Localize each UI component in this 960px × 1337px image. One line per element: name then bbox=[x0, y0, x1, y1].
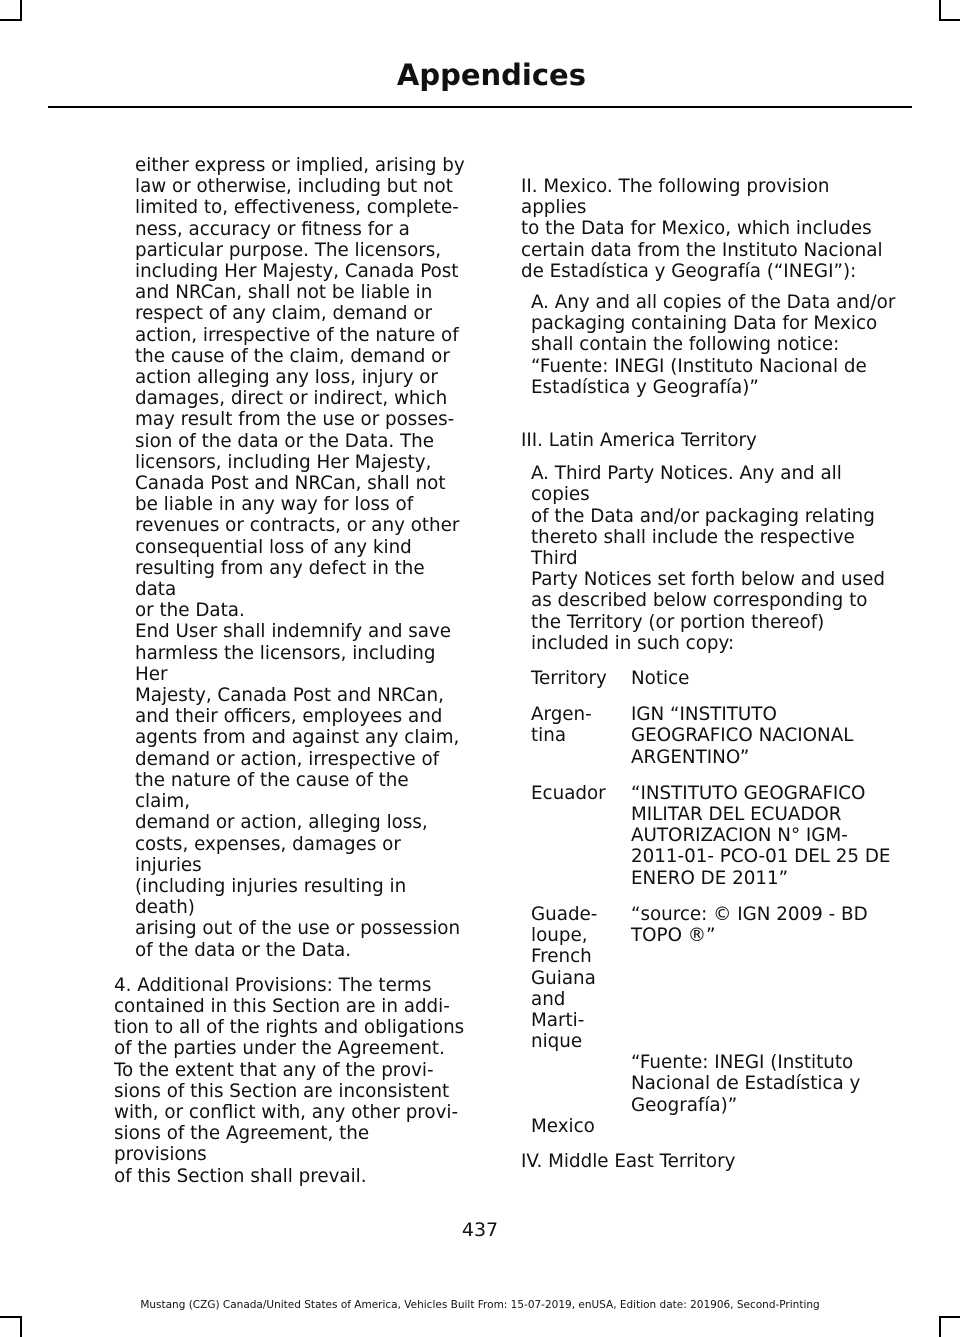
text-line: “source: © IGN 2009 - BD bbox=[631, 903, 868, 925]
text-line: of the data or the Data. bbox=[135, 939, 352, 961]
notice-header: Notice bbox=[631, 668, 690, 690]
text-line: tina bbox=[531, 725, 567, 747]
text-line: packaging containing Data for Mexico bbox=[531, 313, 878, 335]
text-line: may result from the use or posses- bbox=[135, 409, 455, 431]
territory-cell bbox=[531, 1116, 631, 1137]
text-line: A. Any and all copies of the Data and/or bbox=[531, 292, 896, 314]
text-line: ARGENTINO” bbox=[631, 746, 750, 768]
territory-notice-table bbox=[531, 668, 890, 1137]
text-line: respect of any claim, demand or bbox=[135, 303, 433, 325]
text-line: II. Mexico. The following provision applies bbox=[521, 176, 830, 219]
table-row bbox=[531, 704, 890, 783]
text-line: Argen- bbox=[531, 704, 592, 726]
text-line: TOPO ®” bbox=[631, 925, 716, 947]
disclaimer-paragraph bbox=[135, 155, 466, 961]
table-row bbox=[531, 904, 890, 1116]
text-line: Party Notices set forth below and used bbox=[531, 569, 885, 591]
text-line: including Her Majesty, Canada Post bbox=[135, 261, 459, 283]
notice-cell-empty bbox=[631, 1116, 890, 1137]
text-line: Canada Post and NRCan, shall not bbox=[135, 473, 446, 495]
text-line: of this Section shall prevail. bbox=[114, 1165, 367, 1187]
text-line: as described below corresponding to bbox=[531, 590, 868, 612]
text-line: and their officers, employees and bbox=[135, 706, 443, 728]
crop-mark-top-left-v bbox=[20, 0, 22, 20]
table-row bbox=[531, 1116, 890, 1137]
page-number: 437 bbox=[461, 1219, 499, 1241]
text-line: IGN “INSTITUTO bbox=[631, 704, 777, 726]
text-line: the cause of the claim, demand or bbox=[135, 345, 450, 367]
text-line: the Territory (or portion thereof) bbox=[531, 611, 825, 633]
header-divider bbox=[48, 106, 912, 108]
text-line: costs, expenses, damages or injuries bbox=[135, 833, 401, 876]
crop-mark-bottom-left-h bbox=[0, 1316, 22, 1318]
crop-mark-bottom-left-v bbox=[20, 1317, 22, 1337]
text-line: To the extent that any of the provi- bbox=[114, 1059, 434, 1081]
text-line: damages, direct or indirect, which bbox=[135, 388, 448, 410]
text-line: and bbox=[531, 988, 566, 1010]
territory-cell bbox=[531, 783, 631, 904]
right-column bbox=[521, 176, 899, 1172]
text-line: sions of the Agreement, the provisions bbox=[114, 1123, 370, 1166]
text-line: with, or conflict with, any other provi- bbox=[114, 1101, 459, 1123]
text-line: particular purpose. The licensors, bbox=[135, 239, 442, 261]
text-line: (including injuries resulting in death) bbox=[135, 875, 407, 919]
table-row bbox=[531, 783, 890, 904]
text-line: the nature of the cause of the claim, bbox=[135, 769, 409, 813]
text-line: demand or action, irrespective of bbox=[135, 748, 440, 770]
text-line: limited to, effectiveness, complete- bbox=[135, 197, 459, 219]
text-line: French bbox=[531, 946, 592, 968]
text-line: loupe, bbox=[531, 925, 588, 947]
latam-notice-paragraph bbox=[531, 463, 899, 654]
text-line: A. Third Party Notices. Any and all copies bbox=[531, 463, 842, 506]
text-line: GEOGRAFICO NACIONAL bbox=[631, 725, 854, 747]
text-line: 4. Additional Provisions: The terms bbox=[114, 974, 432, 996]
crop-mark-bottom-right-h bbox=[939, 1316, 960, 1318]
table-header-row bbox=[531, 668, 890, 704]
text-line: included in such copy: bbox=[531, 632, 735, 654]
text-line: consequential loss of any kind bbox=[135, 536, 412, 558]
text-line: “Fuente: INEGI (Instituto bbox=[631, 1052, 854, 1074]
text-line: and NRCan, shall not be liable in bbox=[135, 282, 433, 304]
page-title: Appendices bbox=[396, 58, 586, 92]
text-line: Estadística y Geografía)” bbox=[531, 376, 759, 398]
footer-text: Mustang (CZG) Canada/United States of America, Vehicles Built From: 15-07-2019, enUSA, Edition date: 201906, Second-Printing bbox=[140, 1299, 820, 1311]
territory-cell bbox=[531, 704, 631, 783]
territory-cell bbox=[531, 904, 631, 1116]
crop-mark-top-left-h bbox=[0, 19, 22, 21]
text-line: action alleging any loss, injury or bbox=[135, 367, 438, 389]
text-line: certain data from the Instituto Nacional bbox=[521, 239, 883, 261]
text-line: “INSTITUTO GEOGRAFICO bbox=[631, 782, 866, 804]
notice-lines bbox=[631, 1052, 890, 1116]
notice-cell bbox=[631, 783, 890, 904]
text-line: tion to all of the rights and obligations bbox=[114, 1017, 465, 1039]
text-line: shall contain the following notice: bbox=[531, 334, 840, 356]
text-line: licensors, including Her Majesty, bbox=[135, 451, 432, 473]
mexico-notice-paragraph bbox=[531, 292, 899, 398]
text-line: or the Data. bbox=[135, 600, 245, 622]
notice-cell bbox=[631, 704, 890, 783]
left-column bbox=[114, 155, 466, 1187]
text-line: thereto shall include the respective Third bbox=[531, 526, 855, 570]
text-line: “Fuente: INEGI (Instituto Nacional de bbox=[531, 355, 867, 377]
text-line: agents from and against any claim, bbox=[135, 727, 460, 749]
crop-mark-top-right-h bbox=[939, 19, 960, 21]
crop-mark-top-right-v bbox=[939, 0, 941, 20]
text-line: arising out of the use or possession bbox=[135, 918, 461, 940]
text-line: harmless the licensors, including Her bbox=[135, 642, 436, 685]
text-line: sion of the data or the Data. The bbox=[135, 430, 435, 452]
text-line: End User shall indemnify and save bbox=[135, 621, 452, 643]
mexico-intro-paragraph bbox=[521, 176, 899, 282]
text-line: action, irrespective of the nature of bbox=[135, 324, 459, 346]
text-line: nique bbox=[531, 1031, 583, 1053]
text-line: Mexico bbox=[531, 1115, 595, 1137]
text-line: 2011-01- PCO-01 DEL 25 DE bbox=[631, 846, 891, 868]
text-line: ness, accuracy or fitness for a bbox=[135, 218, 410, 240]
text-line: Ecuador bbox=[531, 782, 606, 804]
territory-header: Territory bbox=[531, 668, 607, 690]
text-line: law or otherwise, including but not bbox=[135, 176, 453, 198]
text-line: Guiana bbox=[531, 967, 596, 989]
text-line: sions of this Section are inconsistent bbox=[114, 1080, 450, 1102]
text-line: resulting from any defect in the data bbox=[135, 557, 425, 601]
latam-heading: III. Latin America Territory bbox=[521, 430, 757, 452]
text-line: revenues or contracts, or any other bbox=[135, 515, 460, 537]
middle-east-heading: IV. Middle East Territory bbox=[521, 1151, 736, 1173]
text-line: de Estadística y Geografía (“INEGI”): bbox=[521, 260, 857, 282]
text-line: be liable in any way for loss of bbox=[135, 494, 414, 516]
text-line: Marti- bbox=[531, 1009, 585, 1031]
crop-mark-bottom-right-v bbox=[939, 1317, 941, 1337]
text-line: demand or action, alleging loss, bbox=[135, 812, 428, 834]
text-line: either express or implied, arising by bbox=[135, 155, 465, 176]
text-line: Majesty, Canada Post and NRCan, bbox=[135, 685, 444, 707]
notice-cell bbox=[631, 904, 890, 1116]
text-line: Geografía)” bbox=[631, 1094, 738, 1116]
text-line: of the Data and/or packaging relating bbox=[531, 505, 875, 527]
text-line: Guade- bbox=[531, 903, 598, 925]
text-line: ENERO DE 2011” bbox=[631, 867, 789, 889]
text-line: of the parties under the Agreement. bbox=[114, 1038, 445, 1060]
text-line: MILITAR DEL ECUADOR bbox=[631, 804, 842, 826]
text-line: contained in this Section are in addi- bbox=[114, 995, 450, 1017]
text-line: AUTORIZACION N° IGM- bbox=[631, 825, 848, 847]
text-line: Nacional de Estadística y bbox=[631, 1073, 861, 1095]
notice-lines bbox=[631, 904, 890, 946]
additional-provisions-paragraph bbox=[114, 975, 466, 1187]
text-line: to the Data for Mexico, which includes bbox=[521, 218, 872, 240]
